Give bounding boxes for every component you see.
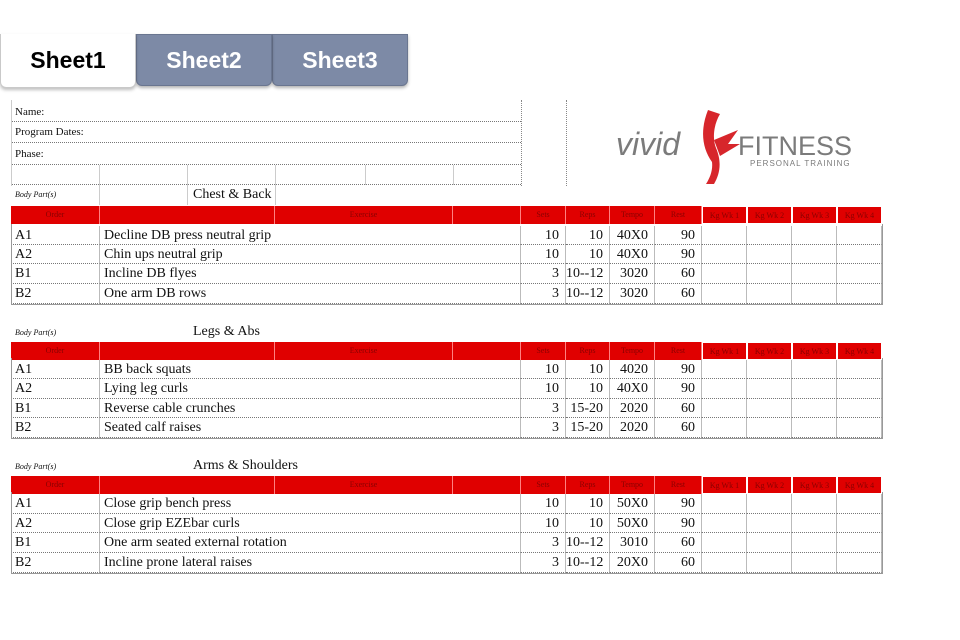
reps-cell: 10--12 <box>566 264 610 284</box>
rest-cell: 90 <box>655 360 702 379</box>
tempo-cell: 40X0 <box>610 226 655 245</box>
blank-row <box>11 165 521 185</box>
tempo-cell: 2020 <box>610 399 655 418</box>
rest-cell: 90 <box>655 494 702 514</box>
reps-cell: 10 <box>566 514 610 533</box>
sets-cell: 3 <box>521 264 566 284</box>
exercise-cell: Decline DB press neutral grip <box>100 226 521 245</box>
col-exercise: Exercise <box>275 342 453 360</box>
tempo-cell: 2020 <box>610 418 655 438</box>
table-frame <box>11 358 883 439</box>
col-kg-wk2: Kg Wk 2 <box>747 476 792 494</box>
rest-cell: 90 <box>655 514 702 533</box>
sets-cell: 10 <box>521 245 566 264</box>
rest-cell: 60 <box>655 284 702 304</box>
col-kg-wk2: Kg Wk 2 <box>747 342 792 360</box>
col-order: Order <box>11 476 100 494</box>
column-header-row <box>11 206 882 224</box>
phase-label: Phase: <box>15 148 44 160</box>
rest-cell: 60 <box>655 264 702 284</box>
order-cell: B2 <box>11 284 100 304</box>
reps-cell: 10--12 <box>566 284 610 304</box>
program-dates-field[interactable] <box>11 122 521 143</box>
tempo-cell: 40X0 <box>610 245 655 264</box>
reps-cell: 10 <box>566 379 610 399</box>
col-tempo: Tempo <box>610 476 655 494</box>
phase-field[interactable] <box>11 143 521 165</box>
tempo-cell: 4020 <box>610 360 655 379</box>
sets-cell: 3 <box>521 418 566 438</box>
tab-sheet1[interactable]: Sheet1 <box>0 34 136 88</box>
rest-cell: 90 <box>655 379 702 399</box>
col-reps: Reps <box>566 342 610 360</box>
order-cell: A1 <box>11 360 100 379</box>
rest-cell: 60 <box>655 418 702 438</box>
grid-line <box>453 165 454 185</box>
col-exercise: Exercise <box>275 476 453 494</box>
order-cell: A2 <box>11 514 100 533</box>
spreadsheet <box>11 100 882 600</box>
tempo-cell: 3020 <box>610 264 655 284</box>
exercise-cell: Reverse cable crunches <box>100 399 521 418</box>
sets-cell: 3 <box>521 399 566 418</box>
col-rest: Rest <box>655 342 702 360</box>
grid-line <box>187 165 188 205</box>
tempo-cell: 50X0 <box>610 494 655 514</box>
order-cell: A2 <box>11 379 100 399</box>
logo-word-fitness: FITNESS <box>738 131 853 161</box>
section-body-part: Legs & Abs <box>193 324 260 339</box>
sets-cell: 10 <box>521 379 566 399</box>
reps-cell: 10--12 <box>566 553 610 573</box>
exercise-cell: Close grip EZEbar curls <box>100 514 521 533</box>
tab-sheet3[interactable]: Sheet3 <box>272 34 408 86</box>
sets-cell: 10 <box>521 514 566 533</box>
col-rest: Rest <box>655 476 702 494</box>
reps-cell: 15-20 <box>566 418 610 438</box>
name-field[interactable] <box>11 102 521 122</box>
section-body-part: Arms & Shoulders <box>193 458 298 473</box>
col-order: Order <box>11 206 100 224</box>
col-blank <box>453 206 521 224</box>
col-kg-wk2: Kg Wk 2 <box>747 206 792 224</box>
logo-figure-arm <box>714 130 740 156</box>
body-part-label: Body Part(s) <box>15 328 57 337</box>
grid-line <box>365 165 366 185</box>
sets-cell: 10 <box>521 360 566 379</box>
col-kg-wk4: Kg Wk 4 <box>837 206 882 224</box>
tempo-cell: 40X0 <box>610 379 655 399</box>
col-reps: Reps <box>566 476 610 494</box>
col-tempo: Tempo <box>610 206 655 224</box>
logo-word-vivid: vivid <box>616 126 681 162</box>
rest-cell: 60 <box>655 399 702 418</box>
section-body-part: Chest & Back <box>193 187 272 202</box>
tempo-cell: 20X0 <box>610 553 655 573</box>
exercise-cell: Incline prone lateral raises <box>100 553 521 573</box>
grid-line <box>275 165 276 205</box>
sets-cell: 3 <box>521 553 566 573</box>
program-dates-label: Program Dates: <box>15 126 84 138</box>
tab-sheet2[interactable]: Sheet2 <box>136 34 272 86</box>
body-part-label: Body Part(s) <box>15 462 57 471</box>
tempo-cell: 3010 <box>610 533 655 553</box>
order-cell: B1 <box>11 533 100 553</box>
sets-cell: 3 <box>521 533 566 553</box>
col-sets: Sets <box>521 342 566 360</box>
exercise-cell: Incline DB flyes <box>100 264 521 284</box>
tempo-cell: 3020 <box>610 284 655 304</box>
reps-cell: 10 <box>566 360 610 379</box>
order-cell: B1 <box>11 399 100 418</box>
exercise-cell: Close grip bench press <box>100 494 521 514</box>
col-rest: Rest <box>655 206 702 224</box>
order-cell: B1 <box>11 264 100 284</box>
reps-cell: 10 <box>566 494 610 514</box>
order-cell: A2 <box>11 245 100 264</box>
grid-line <box>566 100 567 186</box>
col-kg-wk3: Kg Wk 3 <box>792 206 837 224</box>
logo-tagline: PERSONAL TRAINING <box>750 159 851 168</box>
col-kg-wk3: Kg Wk 3 <box>792 342 837 360</box>
exercise-cell: Seated calf raises <box>100 418 521 438</box>
sets-cell: 3 <box>521 284 566 304</box>
col-kg-wk4: Kg Wk 4 <box>837 342 882 360</box>
exercise-cell: BB back squats <box>100 360 521 379</box>
rest-cell: 60 <box>655 553 702 573</box>
body-part-label: Body Part(s) <box>15 190 57 199</box>
table-frame <box>11 224 883 305</box>
reps-cell: 10 <box>566 245 610 264</box>
col-reps: Reps <box>566 206 610 224</box>
col-blank <box>100 206 275 224</box>
order-cell: A1 <box>11 226 100 245</box>
rest-cell: 90 <box>655 226 702 245</box>
reps-cell: 10--12 <box>566 533 610 553</box>
tempo-cell: 50X0 <box>610 514 655 533</box>
exercise-cell: Lying leg curls <box>100 379 521 399</box>
vivid-fitness-logo <box>610 100 881 186</box>
reps-cell: 10 <box>566 226 610 245</box>
col-sets: Sets <box>521 476 566 494</box>
exercise-cell: One arm seated external rotation <box>100 533 521 553</box>
rest-cell: 60 <box>655 533 702 553</box>
col-kg-wk3: Kg Wk 3 <box>792 476 837 494</box>
exercise-cell: Chin ups neutral grip <box>100 245 521 264</box>
col-kg-wk4: Kg Wk 4 <box>837 476 882 494</box>
order-cell: B2 <box>11 418 100 438</box>
col-kg-wk1: Kg Wk 1 <box>702 342 747 360</box>
logo-graphic <box>610 100 881 186</box>
col-tempo: Tempo <box>610 342 655 360</box>
name-label: Name: <box>15 106 45 118</box>
col-exercise: Exercise <box>275 206 453 224</box>
sheet-tab-bar <box>0 34 420 88</box>
table-frame <box>11 492 883 574</box>
grid-line <box>99 165 100 205</box>
col-kg-wk1: Kg Wk 1 <box>702 476 747 494</box>
exercise-cell: One arm DB rows <box>100 284 521 304</box>
rest-cell: 90 <box>655 245 702 264</box>
sets-cell: 10 <box>521 494 566 514</box>
order-cell: B2 <box>11 553 100 573</box>
order-cell: A1 <box>11 494 100 514</box>
grid-line <box>521 100 522 186</box>
sets-cell: 10 <box>521 226 566 245</box>
reps-cell: 15-20 <box>566 399 610 418</box>
col-kg-wk1: Kg Wk 1 <box>702 206 747 224</box>
grid-line <box>11 100 12 186</box>
col-sets: Sets <box>521 206 566 224</box>
col-order: Order <box>11 342 100 360</box>
